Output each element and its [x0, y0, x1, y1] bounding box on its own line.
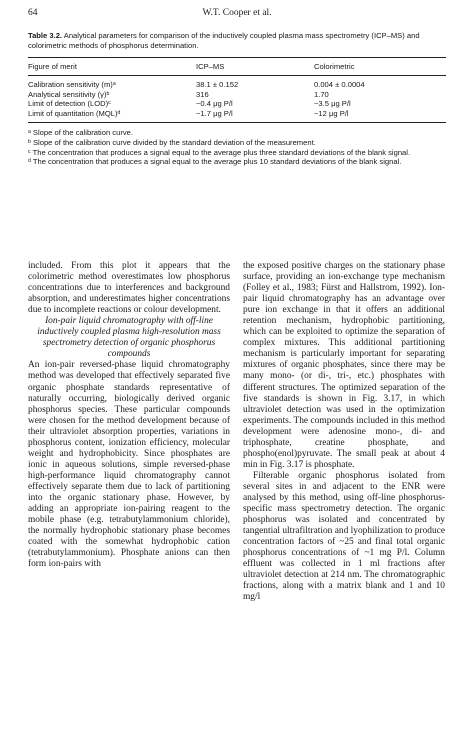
- table-cell: Calibration sensitivity (m)ᵃ: [28, 80, 116, 89]
- table-cell: ~3.5 μg P/l: [314, 99, 351, 109]
- table-row: [28, 90, 446, 100]
- right-column: [243, 261, 445, 603]
- table-row: [28, 99, 446, 109]
- table-cell: ~12 μg P/l: [314, 108, 349, 118]
- paragraph: included. From this plot it appears that the colorimetric method overestimates low phosphorus concentrations due to interferences and background absorption, and underestimates higher concentrations due to incomplete reactions or colour development.: [28, 261, 230, 316]
- table-row: [28, 76, 446, 90]
- table-cell: 316: [196, 89, 209, 99]
- page-number: 64: [28, 8, 38, 18]
- data-table: [28, 57, 446, 123]
- table-3-2: [28, 31, 446, 167]
- footnote: ᵈ The concentration that produces a signal equal to the average plus 10 standard deviations of the blank signal.: [28, 157, 402, 167]
- left-column: [28, 261, 230, 570]
- table-row: [28, 109, 446, 123]
- column-header: Figure of merit: [28, 61, 77, 71]
- section-subheading: Ion-pair liquid chromatography with off-line inductively coupled plasma high-resolution mass spectrometry detection of organic phosphorus compounds: [37, 316, 221, 360]
- footnote: ᵇ Slope of the calibration curve divided by the standard deviation of the measurement.: [28, 137, 316, 147]
- paragraph: Filterable organic phosphorus isolated from several sites in and adjacent to the ENR were analysed by this method, using off-line phosphorus-specific mass spectrometry detection. The organic phosphorus was isolated and concentrated by tangential ultrafiltration and lyophilization to produce concentration factors of ~25 and final total organic phosphorus concentrations of ~1 mg P/l. Column effluent was collected in 1 ml fractions after ultraviolet detection at 214 nm. The chromatographic fractions, along with a matrix blank and 1 and 10 mg/l: [243, 470, 445, 603]
- table-cell: ~1.7 μg P/l: [196, 108, 233, 118]
- table-cell: ~0.4 μg P/l: [196, 99, 233, 109]
- table-caption-label: Table 3.2.: [28, 31, 63, 40]
- footnote: ᵃ Slope of the calibration curve.: [28, 128, 133, 138]
- paragraph: An ion-pair reversed-phase liquid chromatography method was developed that effectively separated five organic phosphate standards representative of naturally occurring, biologically derived organic phosphorus species. These particular compounds were chosen for the method development because of their ultraviolet absorption properties, variations in phosphorus content, ionization efficiency, molecular weight and hydrophobicity. Since phosphates are ionic in aqueous solutions, simple reversed-phase high-performance liquid chromatography cannot effectively separate them due to lack of partitioning into the organic stationary phase. However, by adding an appropriate ion-pairing reagent to the mobile phase (e.g. tetrabutylammonium chloride), the normally hydrophobic stationary phase becomes coated with the somewhat hydrophobic cation (tetrabutylammonium). Phosphate anions can then form ion-pairs with: [28, 360, 230, 570]
- column-header: ICP–MS: [196, 61, 225, 71]
- page-header: [28, 8, 446, 24]
- table-caption: [28, 31, 446, 51]
- table-caption-text: Analytical parameters for comparison of the inductively coupled plasma mass spectrometry (ICP–MS) and colorimetric methods of phosphorus determination.: [28, 31, 420, 50]
- table-cell: 0.004 ± 0.0004: [314, 80, 365, 89]
- table-cell: Analytical sensitivity (γ)ᵇ: [28, 89, 110, 99]
- column-header: Colorimetric: [314, 61, 355, 71]
- table-footnotes: [28, 128, 446, 166]
- footnote: ᶜ The concentration that produces a signal equal to the average plus three standard deviations of the blank signal.: [28, 147, 411, 157]
- paragraph: the exposed positive charges on the stationary phase surface, providing an ion-exchange type mechanism (Folley et al., 1983; Fürst and Hallstrom, 1992). Ion-pair liquid chromatography has an advantage over pure ion exchange in that it offers an additional retention mechanism, hydrophobic partitioning, which can be exploited to optimize the separation of complex mixtures. This additional partitioning mechanism is particularly important for separating mixtures of organic phosphates, since there may be many mono- (or di-, tri-, etc.) phosphates with different structures. The optimized separation of the five standards is shown in Fig. 3.17, in which ultraviolet detection was used in the optimization experiments. The compounds included in this method development were adenosine mono-, di- and triphosphate, creatine phosphate, and phospho(enol)pyruvate. The small peak at about 4 min in Fig. 3.17 is phosphate.: [243, 261, 445, 470]
- table-cell: 38.1 ± 0.152: [196, 80, 239, 89]
- running-title: W.T. Cooper et al.: [202, 8, 272, 18]
- table-header-row: [28, 58, 446, 76]
- table-cell: Limit of quantitation (MQL)ᵈ: [28, 108, 121, 118]
- table-cell: 1.70: [314, 89, 329, 99]
- table-cell: Limit of detection (LOD)ᶜ: [28, 99, 111, 109]
